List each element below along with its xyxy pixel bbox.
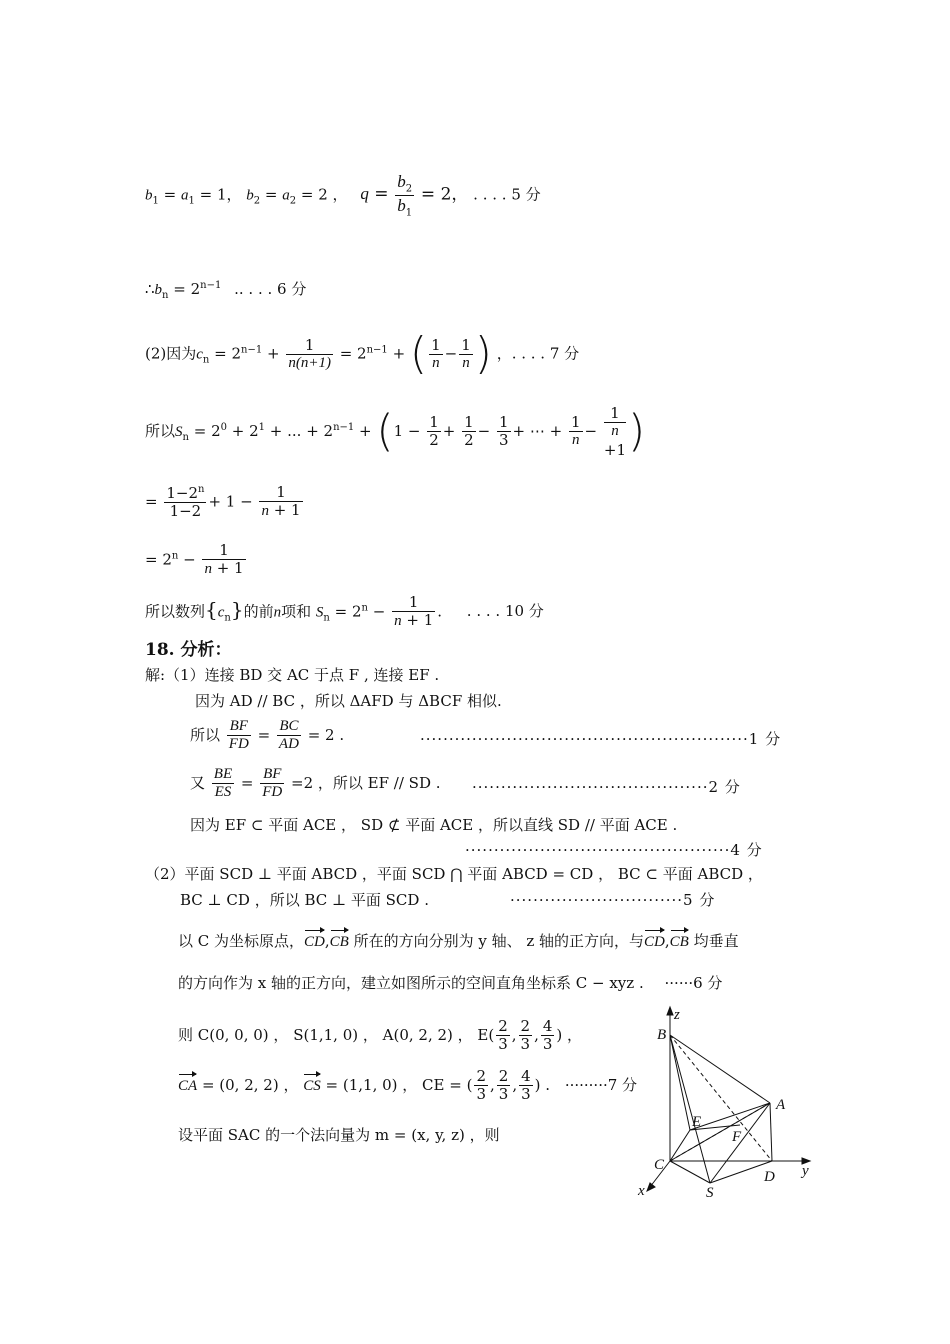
- edge-CS: [670, 1161, 710, 1183]
- label-E: E: [692, 1114, 702, 1130]
- label-y: y: [802, 1163, 809, 1179]
- score: ，. . . . 7 分: [496, 344, 580, 363]
- fraction-b2-b1: $\frac{b_2}{b_1}$: [397, 172, 413, 219]
- label-A: A: [776, 1097, 786, 1113]
- label-B: B: [657, 1027, 667, 1043]
- fraction-1-over-n-n1: $\frac{1}{n(n+1)}$: [288, 335, 331, 371]
- line-b1-b2-q: $b_1 = a_1 = 1$， $b_2 = a_2 = 2$ ， q = $\frac{b_2}{b_1}$ = 2， . . . . 5 分: [145, 172, 541, 219]
- score-dots: ·········································2 分: [472, 778, 741, 796]
- pyramid-figure: [630, 1005, 820, 1205]
- solution-step-12: 设平面 SAC 的一个法向量为 m = (x, y, z) ，则: [178, 1126, 500, 1144]
- line-cn: (2)因为$c_n = 2^{n-1}$ + $\frac{1}{n(n+1)}$ = $2^{n-1}$ + ( $\frac{1}{n}$ − $\frac{1}{n}$ ) ，. . . . 7 分: [145, 328, 580, 379]
- solution-step-10: 则 C(0, 0, 0) ， S(1,1, 0) ， A(0, 2, 2) ， E( $\frac{2}{3}$ , $\frac{2}{3}$ , $\frac{4}{3}$ ) ，: [178, 1017, 583, 1054]
- x-arrow: [647, 1183, 655, 1191]
- edge-BE: [670, 1035, 690, 1130]
- label-x: x: [638, 1183, 645, 1199]
- solution-step-4: 又 $\frac{BE}{ES}$ = $\frac{BF}{FD}$ =2 ，所以 EF // SD .: [190, 766, 441, 801]
- score-dots: ······························5 分: [510, 891, 716, 909]
- solution-step-5: 因为 EF ⊂ 平面 ACE ， SD ⊄ 平面 ACE ，所以直线 SD // 平面 ACE .: [190, 816, 678, 834]
- solution-step-1: 解:（1）连接 BD 交 AC 于点 F , 连接 EF .: [145, 666, 440, 684]
- label-z: z: [674, 1007, 680, 1023]
- solution-step-9: 的方向作为 x 轴的正方向，建立如图所示的空间直角坐标系 C − xyz . ······6 分: [178, 974, 723, 992]
- score-dots: ··············································4 分: [465, 841, 763, 859]
- score-dots: ·························································1 分: [420, 730, 782, 748]
- label-C: C: [654, 1157, 665, 1173]
- solution-step-6: （2）平面 SCD ⊥ 平面 ABCD ，平面 SCD ⋂ 平面 ABCD = CD ， BC ⊂ 平面 ABCD ，: [145, 865, 763, 883]
- edge-AD: [770, 1103, 772, 1161]
- label-D: D: [764, 1169, 775, 1185]
- edge-BA: [670, 1035, 770, 1103]
- label-S: S: [706, 1185, 714, 1201]
- edge-BD-dashed: [670, 1035, 772, 1161]
- score: . . . . 5 分: [473, 185, 541, 204]
- line-sum-result: = $\frac{1-2^n}{1-2}$ + 1 − $\frac{1}{n + 1}$: [145, 483, 301, 521]
- line-conclusion: 所以数列$\{c_n\}$的前n项和 $S_n = 2^n$ − $\frac{1}{n + 1}$ . . . . . 10 分: [145, 593, 544, 630]
- solution-step-3: 所以 $\frac{BF}{FD}$ = $\frac{BC}{AD}$ = 2 .: [190, 718, 345, 753]
- section-18-title: 18. 分析：: [145, 640, 232, 660]
- label-F: F: [732, 1129, 742, 1145]
- line-sn-sum: 所以$S_n = 2^0 + 2^1$ + ... + $2^{n-1} + (1$ − $\frac{1}{2}$ + $\frac{1}{2}$ − $\frac{1}{3}$ + ⋯ + $\frac{1}{n}$ − 1 n +1): [145, 404, 646, 459]
- line-bn: $\therefore b_n = 2^{n-1}$ .. . . . 6 分: [145, 280, 307, 301]
- line-simplified: = $2^n$ − $\frac{1}{n + 1}$: [145, 541, 244, 578]
- score: . . . . 10 分: [466, 602, 544, 621]
- edge-SD: [710, 1161, 772, 1183]
- z-arrow: [667, 1007, 673, 1015]
- solution-step-7: BC ⊥ CD ，所以 BC ⊥ 平面 SCD .: [180, 891, 429, 909]
- edge-EC: [670, 1130, 690, 1161]
- solution-step-11: CA = (0, 2, 2) ， CS = (1,1, 0) ， CE = ( $\frac{2}{3}$ , $\frac{2}{3}$ , $\frac{4}{3}$ ) . ·········7 分: [178, 1067, 638, 1104]
- score: .. . . . 6 分: [234, 280, 307, 298]
- solution-step-2: 因为 AD // BC ，所以 ΔAFD 与 ΔBCF 相似.: [195, 692, 502, 710]
- edge-CA-dashed: [670, 1103, 770, 1161]
- solution-step-8: 以 C 为坐标原点，CD,CB 所在的方向分别为 y 轴、 z 轴的正方向，与CD,CB 均垂直: [178, 932, 739, 950]
